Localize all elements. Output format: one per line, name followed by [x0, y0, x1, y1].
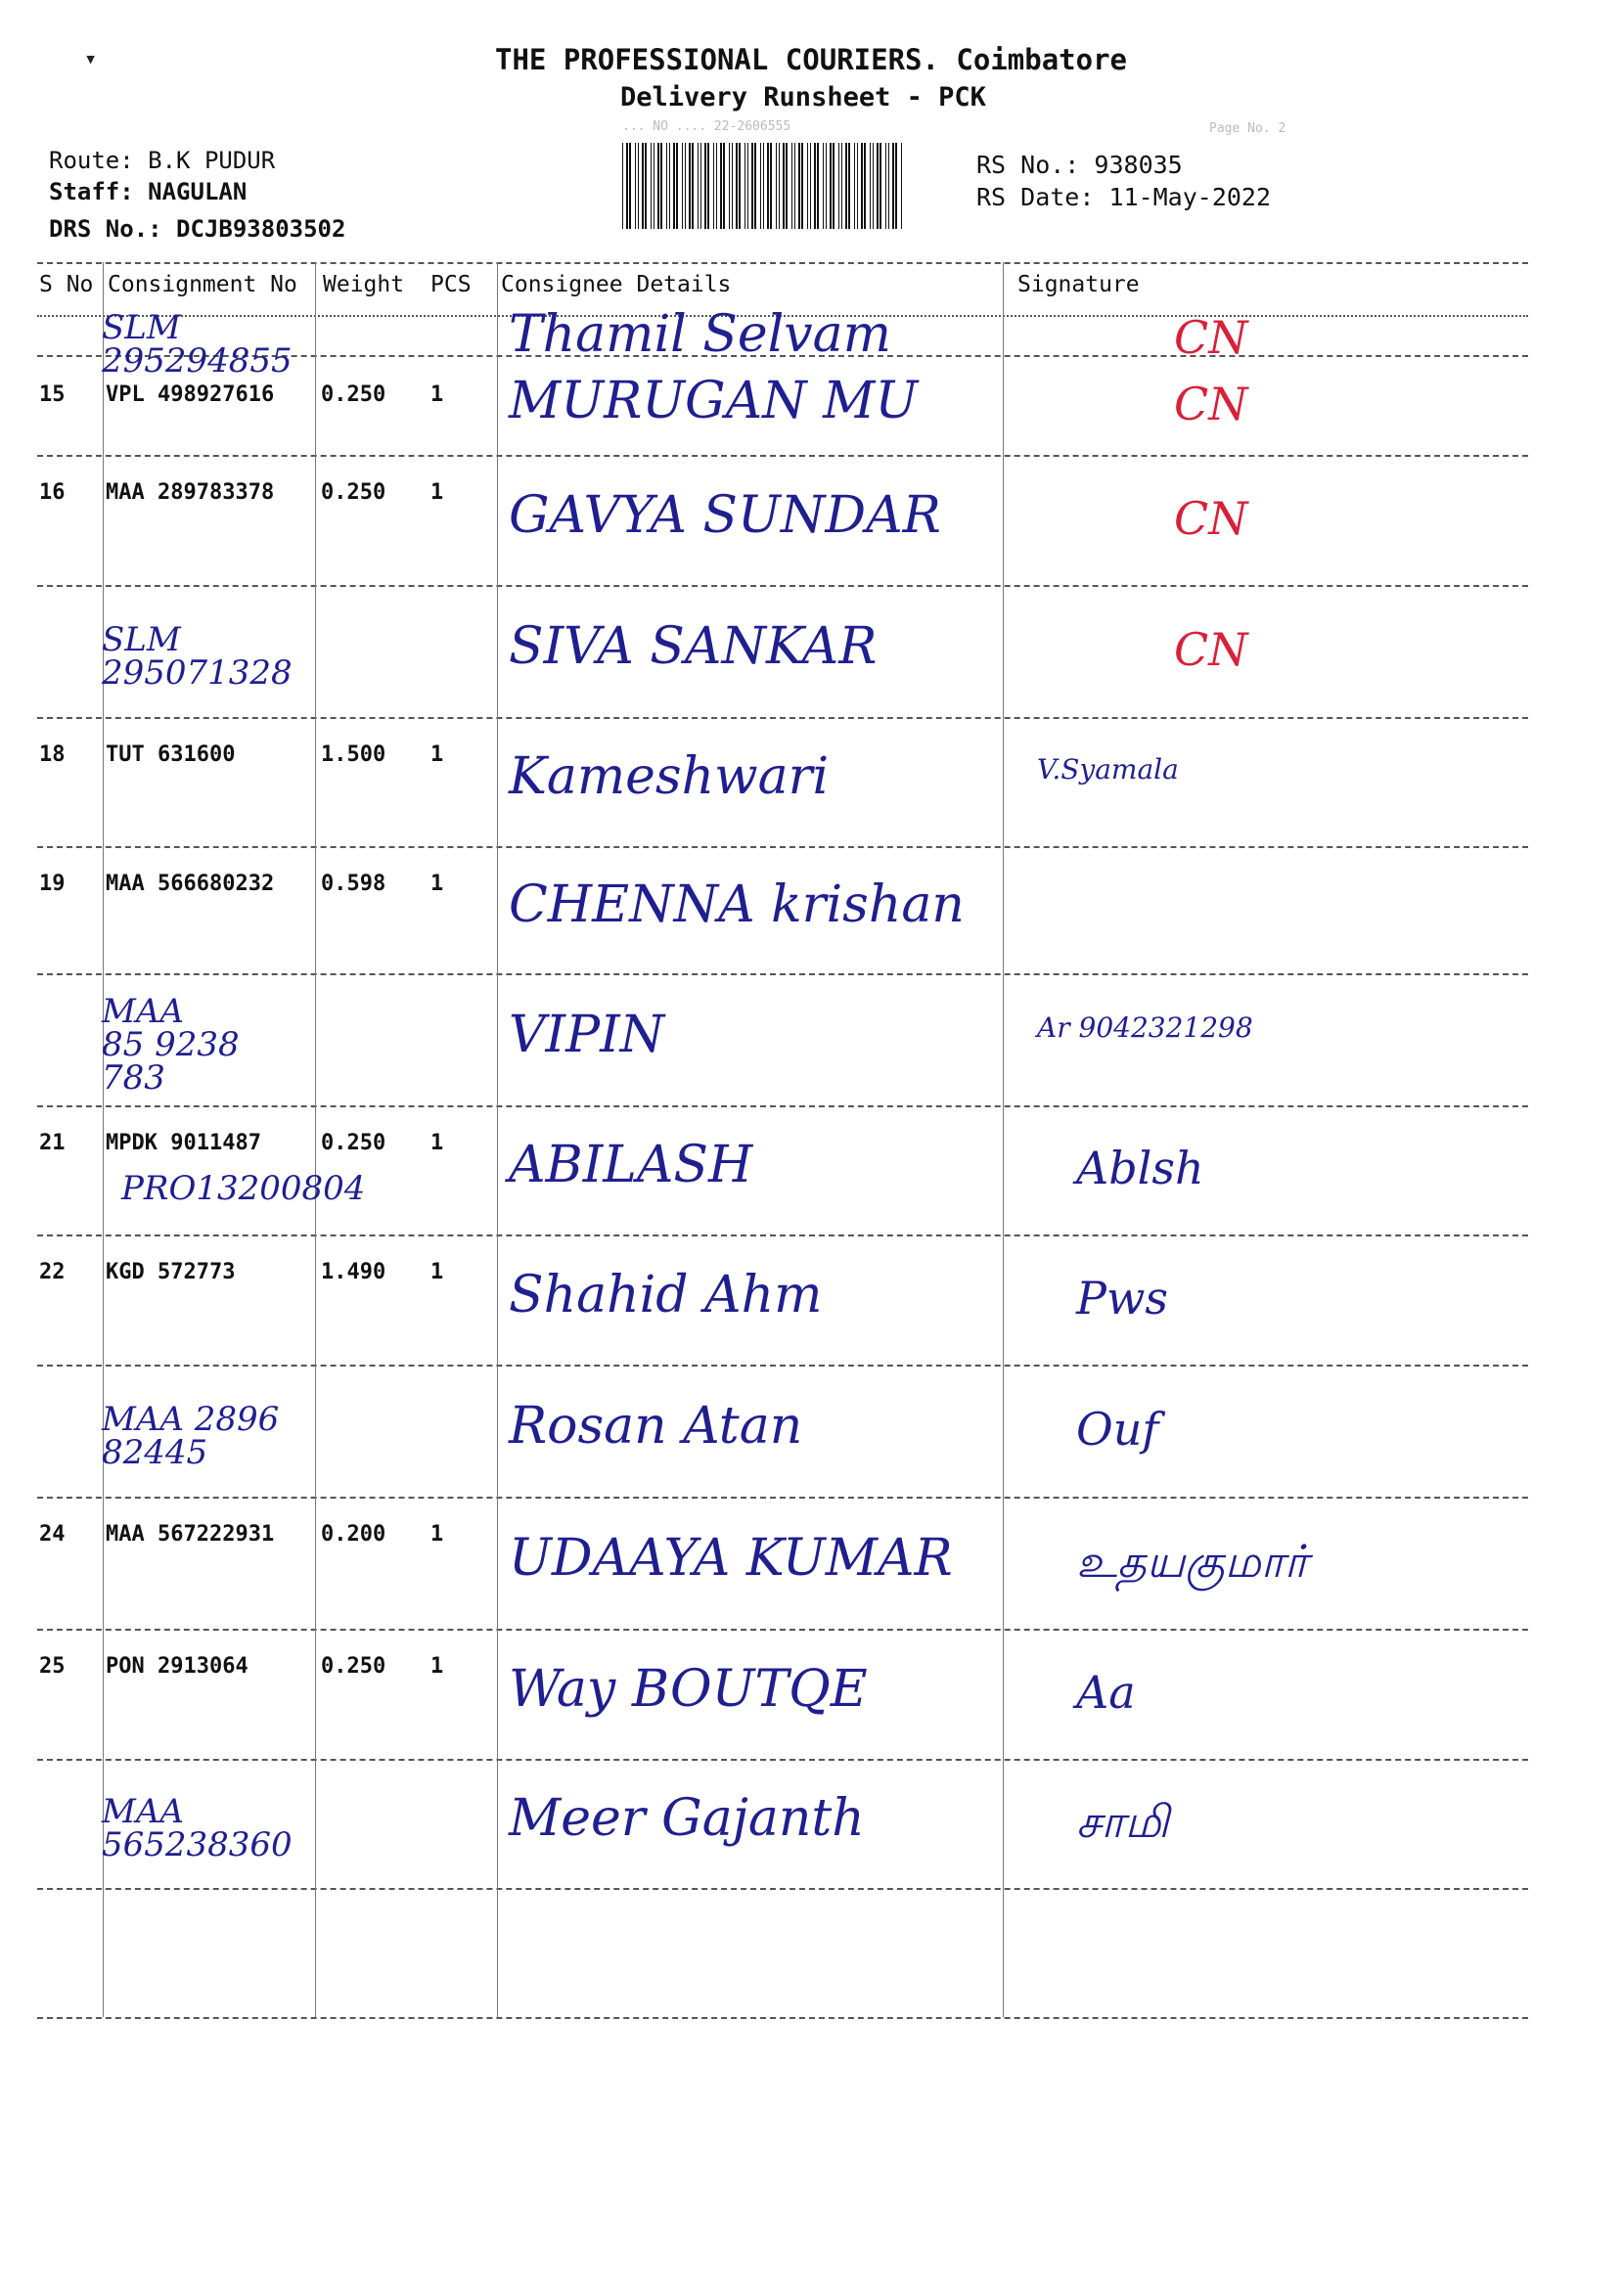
barcode-bar — [685, 143, 686, 229]
row-weight: 0.598 — [321, 872, 386, 896]
barcode-bar — [666, 143, 667, 229]
row-separator — [37, 1105, 1528, 1107]
column-header-signature: Signature — [1017, 272, 1140, 297]
faint-page-number: Page No. 2 — [1209, 121, 1286, 136]
barcode-bar — [739, 143, 741, 229]
barcode-bar — [732, 143, 733, 229]
barcode-bar — [744, 143, 745, 229]
barcode-bar — [814, 143, 816, 229]
row-consignment: KGD 572773 — [106, 1260, 236, 1284]
page-title: THE PROFESSIONAL COURIERS. Coimbatore — [495, 43, 1128, 76]
barcode-bar — [838, 143, 839, 229]
barcode-bar — [657, 143, 659, 229]
column-divider — [315, 262, 316, 2017]
row-handwritten-consignment: MAA 2896 82445 — [102, 1399, 280, 1472]
row-consignment: PON 2913064 — [106, 1654, 248, 1679]
barcode-bar — [704, 143, 706, 229]
row-sno: 22 — [39, 1260, 66, 1284]
barcode-bar — [645, 143, 647, 229]
row-signature: Aa — [1076, 1665, 1136, 1719]
barcode-bar — [651, 143, 652, 229]
barcode-bar — [638, 143, 639, 229]
row-consignment: MAA 566680232 — [106, 872, 275, 896]
barcode-bar — [807, 143, 808, 229]
row-signature: Ar 9042321298 — [1037, 1010, 1253, 1044]
row-signature: உதயகுமார் — [1076, 1534, 1308, 1588]
barcode-bar — [673, 143, 675, 229]
row-handwritten-consignment: MAA 85 9238 783 — [102, 991, 240, 1098]
row-separator — [37, 846, 1528, 848]
faint-reference-text: ... NO .... 22-2606555 — [622, 119, 791, 134]
barcode-bar — [747, 143, 748, 229]
row-signature: Pws — [1076, 1271, 1168, 1324]
barcode-bar — [786, 143, 788, 229]
barcode-bar — [776, 143, 777, 229]
row-pcs: 1 — [430, 480, 444, 505]
row-separator — [37, 973, 1528, 975]
row-sno: 18 — [39, 742, 66, 767]
row-consignee-name: UDAAYA KUMAR — [509, 1528, 953, 1588]
barcode-bar — [682, 143, 683, 229]
drs-number: DRS No.: DCJB93803502 — [49, 215, 346, 243]
scan-speck: ▾ — [84, 47, 98, 71]
barcode-bar — [817, 143, 819, 229]
route-label: Route: B.K PUDUR — [49, 147, 276, 174]
row-sno: 15 — [39, 382, 66, 407]
row-consignment: MAA 567222931 — [106, 1522, 275, 1547]
barcode-bar — [622, 143, 623, 229]
row-separator — [37, 1497, 1528, 1499]
column-divider — [497, 262, 498, 2017]
barcode-bar — [783, 143, 785, 229]
barcode-bar — [888, 143, 889, 229]
barcode-bar — [642, 143, 644, 229]
row-handwritten-consignment: SLM 295071328 — [102, 619, 293, 693]
barcode-bar — [791, 143, 792, 229]
barcode-bar — [830, 143, 832, 229]
row-consignee-name: VIPIN — [509, 1005, 665, 1064]
row-consignee-name: Rosan Atan — [509, 1396, 803, 1456]
row-signature: CN — [1174, 310, 1248, 364]
column-divider — [1003, 262, 1004, 2017]
barcode-bar — [763, 143, 764, 229]
barcode-bar — [751, 143, 753, 229]
barcode-bar — [713, 143, 714, 229]
row-sno: 24 — [39, 1522, 66, 1547]
row-separator — [37, 717, 1528, 719]
barcode-bar — [857, 143, 858, 229]
row-pcs: 1 — [430, 872, 444, 896]
row-consignee-name: Meer Gajanth — [509, 1789, 865, 1848]
barcode-bar — [779, 143, 780, 229]
barcode-bar — [754, 143, 756, 229]
row-pcs: 1 — [430, 1522, 444, 1547]
barcode-bar — [864, 143, 866, 229]
barcode-bar — [723, 143, 725, 229]
row-pcs: 1 — [430, 1654, 444, 1679]
barcode-bar — [629, 143, 631, 229]
barcode-bar — [635, 143, 636, 229]
rs-number: RS No.: 938035 — [976, 151, 1183, 179]
row-separator — [37, 1629, 1528, 1631]
table-bottom-rule — [37, 2017, 1528, 2019]
barcode-bar — [798, 143, 800, 229]
barcode-bar — [845, 143, 847, 229]
row-weight: 0.200 — [321, 1522, 386, 1547]
row-weight: 1.490 — [321, 1260, 386, 1284]
barcode-bar — [885, 143, 886, 229]
page-subtitle: Delivery Runsheet - PCK — [620, 82, 986, 112]
row-signature: Ouf — [1076, 1402, 1159, 1456]
row-consignee-name: CHENNA krishan — [509, 875, 965, 934]
row-consignee-name: SIVA SANKAR — [509, 616, 878, 676]
barcode-bar — [880, 143, 881, 229]
row-pcs: 1 — [430, 1131, 444, 1155]
column-header-sno: S No — [39, 272, 94, 297]
row-consignee-name: Thamil Selvam — [509, 304, 891, 364]
row-separator — [37, 455, 1528, 457]
row-sno: 16 — [39, 480, 66, 505]
barcode-bar — [854, 143, 855, 229]
row-signature: CN — [1174, 378, 1248, 430]
barcode-bar — [698, 143, 699, 229]
row-handwritten-consignment: SLM 295294855 — [102, 307, 293, 381]
column-header-consignment: Consignment No — [108, 272, 297, 297]
barcode-image — [622, 143, 904, 229]
barcode-bar — [848, 143, 850, 229]
barcode-bar — [833, 143, 835, 229]
barcode-bar — [861, 143, 863, 229]
barcode-bar — [794, 143, 795, 229]
row-consignment: VPL 498927616 — [106, 382, 275, 407]
barcode-bar — [676, 143, 678, 229]
barcode-bar — [901, 143, 902, 229]
row-consignee-name: Way BOUTQE — [509, 1659, 868, 1719]
row-handwritten-consignment: MAA 565238360 — [102, 1792, 293, 1864]
barcode-bar — [689, 143, 691, 229]
barcode-bar — [660, 143, 662, 229]
row-weight: 0.250 — [321, 480, 386, 505]
barcode-bar — [720, 143, 722, 229]
column-header-consignee: Consignee Details — [501, 272, 732, 297]
barcode-bar — [707, 143, 709, 229]
rs-date: RS Date: 11-May-2022 — [976, 183, 1272, 211]
barcode-bar — [669, 143, 670, 229]
row-weight: 0.250 — [321, 382, 386, 407]
row-separator — [37, 1759, 1528, 1761]
row-separator — [37, 585, 1528, 587]
barcode-bar — [700, 143, 701, 229]
barcode-bar — [877, 143, 879, 229]
column-header-pcs: PCS — [430, 272, 472, 297]
barcode-bar — [770, 143, 772, 229]
barcode-bar — [873, 143, 874, 229]
barcode-bar — [841, 143, 842, 229]
row-consignment: MPDK 9011487 — [106, 1131, 261, 1155]
row-handwritten-consignment: PRO13200804 — [121, 1169, 366, 1208]
barcode-bar — [870, 143, 871, 229]
row-signature: V.Syamala — [1037, 753, 1179, 785]
barcode-bar — [736, 143, 738, 229]
barcode-bar — [823, 143, 824, 229]
column-header-weight: Weight — [323, 272, 405, 297]
row-sno: 19 — [39, 872, 66, 896]
barcode-bar — [826, 143, 827, 229]
row-sno: 25 — [39, 1654, 66, 1679]
row-consignee-name: ABILASH — [509, 1136, 753, 1194]
row-separator — [37, 1888, 1528, 1890]
row-separator — [37, 1234, 1528, 1236]
row-pcs: 1 — [430, 742, 444, 767]
barcode-bar — [760, 143, 761, 229]
barcode-bar — [892, 143, 894, 229]
barcode-bar — [895, 143, 897, 229]
row-separator — [37, 1365, 1528, 1367]
row-consignee-name: MURUGAN MU — [509, 372, 919, 430]
barcode-bar — [801, 143, 803, 229]
row-signature: சாமி — [1076, 1795, 1169, 1848]
barcode-bar — [716, 143, 717, 229]
row-weight: 0.250 — [321, 1654, 386, 1679]
barcode-bar — [729, 143, 730, 229]
row-weight: 0.250 — [321, 1131, 386, 1155]
row-weight: 1.500 — [321, 742, 386, 767]
table-top-rule — [37, 262, 1528, 264]
row-consignment: TUT 631600 — [106, 742, 236, 767]
row-pcs: 1 — [430, 1260, 444, 1284]
barcode-bar — [767, 143, 769, 229]
column-divider — [103, 262, 104, 2017]
row-consignee-name: GAVYA SUNDAR — [509, 485, 941, 545]
barcode-bar — [692, 143, 694, 229]
row-sno: 21 — [39, 1131, 66, 1155]
row-signature: CN — [1174, 491, 1248, 545]
barcode-bar — [626, 143, 628, 229]
staff-label: Staff: NAGULAN — [49, 178, 248, 205]
row-pcs: 1 — [430, 382, 444, 407]
row-consignee-name: Shahid Ahm — [509, 1265, 823, 1324]
barcode-bar — [810, 143, 811, 229]
row-signature: Ablsh — [1076, 1142, 1204, 1194]
row-consignment: MAA 289783378 — [106, 480, 275, 505]
row-consignee-name: Kameshwari — [509, 747, 830, 806]
row-signature: CN — [1174, 622, 1248, 676]
